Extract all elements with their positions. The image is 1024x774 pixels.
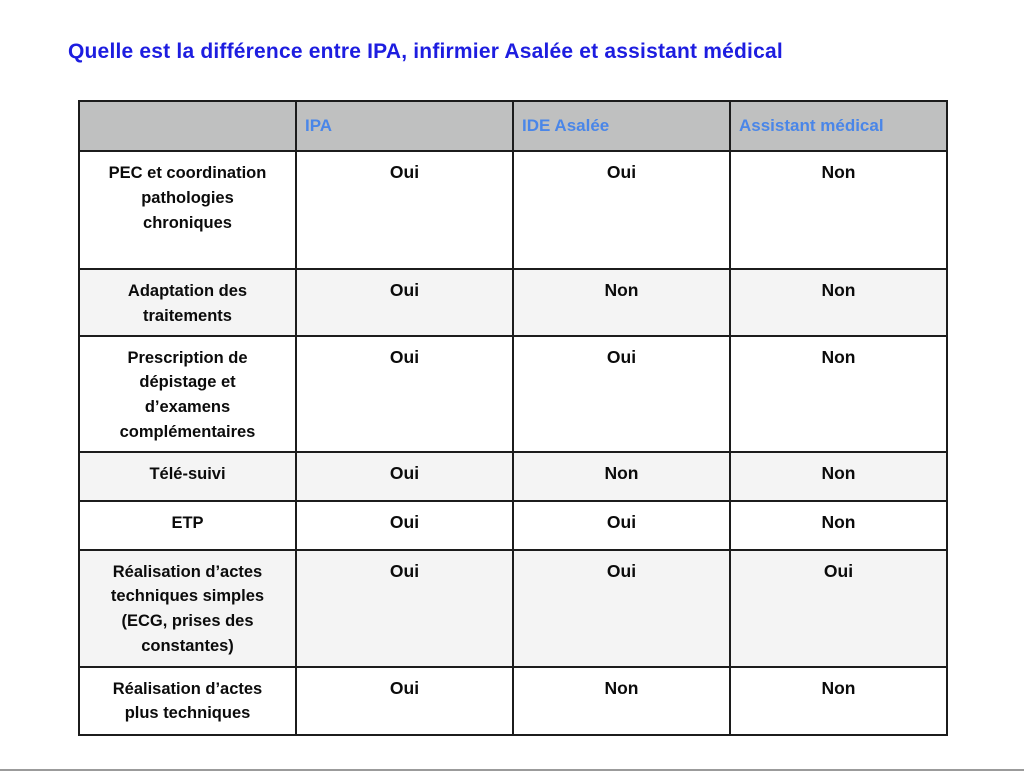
cell-value: Oui (296, 667, 513, 735)
cell-value: Oui (296, 151, 513, 269)
cell-value: Non (730, 501, 947, 550)
cell-value: Oui (513, 550, 730, 667)
row-label: ETP (79, 501, 296, 550)
page-title: Quelle est la différence entre IPA, infirmier Asalée et assistant médical (68, 40, 783, 63)
bottom-divider-line (0, 769, 1024, 771)
row-label: Adaptation des traitements (79, 269, 296, 336)
cell-value: Oui (296, 550, 513, 667)
cell-value: Oui (296, 336, 513, 452)
cell-value: Oui (296, 501, 513, 550)
cell-value: Non (513, 269, 730, 336)
cell-value: Non (730, 151, 947, 269)
table-row (79, 452, 947, 501)
cell-value: Oui (513, 151, 730, 269)
cell-value: Oui (513, 336, 730, 452)
row-label: Réalisation d’actes plus techniques (79, 667, 296, 735)
cell-value: Non (513, 667, 730, 735)
table-row (79, 269, 947, 336)
cell-value: Non (730, 452, 947, 501)
table-row (79, 501, 947, 550)
comparison-table (78, 100, 948, 736)
row-label: Télé-suivi (79, 452, 296, 501)
column-header-assistant-medical: Assistant médical (730, 101, 947, 151)
column-header-ide-asalee: IDE Asalée (513, 101, 730, 151)
table-row (79, 151, 947, 269)
table-header-row (79, 101, 947, 151)
cell-value: Oui (513, 501, 730, 550)
table-row (79, 667, 947, 735)
cell-value: Oui (730, 550, 947, 667)
cell-value: Oui (296, 452, 513, 501)
table-row (79, 550, 947, 667)
cell-value: Non (730, 269, 947, 336)
corner-cell (79, 101, 296, 151)
row-label: Prescription de dépistage et d’examens complémentaires (79, 336, 296, 452)
cell-value: Non (730, 667, 947, 735)
cell-value: Non (730, 336, 947, 452)
row-label: Réalisation d’actes techniques simples (ECG, prises des constantes) (79, 550, 296, 667)
table-row (79, 336, 947, 452)
cell-value: Non (513, 452, 730, 501)
cell-value: Oui (296, 269, 513, 336)
column-header-ipa: IPA (296, 101, 513, 151)
row-label: PEC et coordination pathologies chroniques (79, 151, 296, 269)
